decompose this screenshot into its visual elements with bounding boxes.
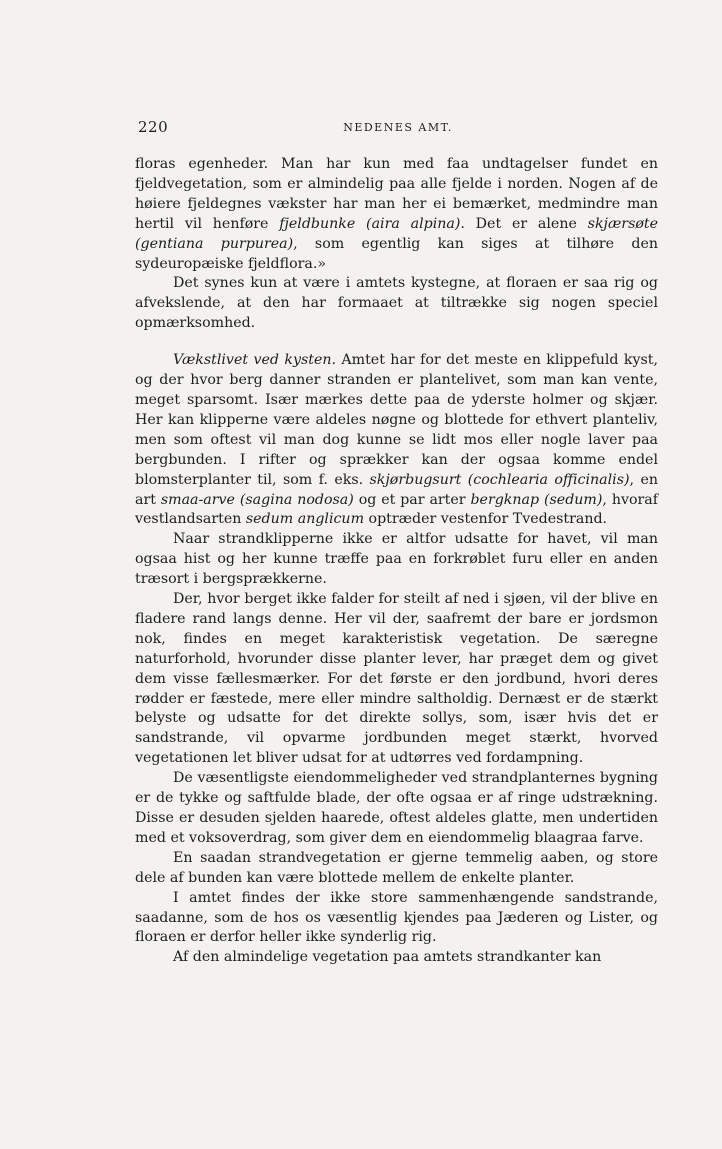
text-run: og et par arter	[353, 491, 471, 508]
text-run: , hvoraf vestlandsarten	[135, 491, 658, 528]
italic-term: skjærsøte (gentiana purpurea)	[135, 215, 658, 252]
italic-term: sedum anglicum	[245, 511, 365, 528]
italic-term: bergknap (sedum)	[470, 491, 603, 508]
text-run: , som egentlig kan siges at tilhøre den sydeuropæiske fjeldflora.»	[135, 235, 658, 272]
text-run: De væsentligste eiendommeligheder ved strandplanternes bygning er de tykke og saftfulde blade, der ofte ogsaa er af ringe udstrækning. Disse er desuden sjelden haarede, oftest aldeles glatte, men undertiden med et voksoverdrag, som giver dem en eiendommelig blaagraa farve.	[135, 770, 658, 846]
italic-term: skjørbugsurt (cochlearia officinalis)	[369, 471, 630, 488]
italic-term: Vækstlivet ved kysten.	[173, 352, 336, 369]
text-run: I amtet findes der ikke store sammenhængende sandstrande, saadanne, som de hos os væsentlig kjendes paa Jæderen og Lister, og floraen er derfor heller ikke synderlig rig.	[135, 889, 658, 946]
paragraph	[135, 849, 658, 889]
text-run: optræder vestenfor Tvedestrand.	[364, 511, 608, 528]
italic-term: smaa-arve (sagina nodosa)	[160, 491, 354, 508]
page-header	[138, 118, 658, 138]
page-number: 220	[138, 118, 169, 136]
paragraph	[135, 530, 658, 590]
paragraph	[135, 769, 658, 849]
italic-term: fjeldbunke (aira alpina)	[279, 215, 461, 232]
text-run: floras egenheder. Man har kun med faa undtagelser fundet en fjeldvegetation, som er almindelig paa alle fjelde i norden. Nogen af de høiere fjeldegnes vækster har man her ei bemærket, medmindre man hertil vil henføre	[135, 156, 658, 232]
running-title: NEDENES AMT.	[343, 121, 453, 134]
text-run: En saadan strandvegetation er gjerne temmelig aaben, og store dele af bunden kan være blottede mellem de enkelte planter.	[135, 849, 658, 886]
text-run: . Det er alene	[460, 215, 588, 232]
text-run: , en art	[135, 471, 659, 508]
text-run: Naar strandklipperne ikke er altfor udsatte for havet, vil man ogsaa hist og her kunne træffe paa en forkrøblet furu eller en anden træsort i bergsprækkerne.	[135, 531, 658, 588]
paragraph	[135, 590, 658, 769]
paragraph	[135, 889, 658, 949]
paragraph	[135, 351, 658, 530]
text-run: Af den almindelige vegetation paa amtets strandkanter kan	[173, 949, 602, 966]
text-run: Amtet har for det meste en klippefuld kyst, og der hvor berg danner stranden er plantelivet, som man kan vente, meget sparsomt. Især mærkes dette paa de yderste holmer og skjær. Her kan klipperne være aldeles nøgne og blottede for ethvert planteliv, men som oftest vil man dog kunne se lidt mos eller nogle laver paa bergbunden. I rifter og sprækker kan der ogsaa komme endel blomsterplanter til, som f. eks.	[135, 352, 658, 488]
paragraph	[135, 274, 658, 334]
body-text	[135, 155, 658, 968]
paragraph	[135, 948, 658, 968]
text-run: Det synes kun at være i amtets kystegne, at floraen er saa rig og afvekslende, at den har formaaet at tiltrække sig nogen speciel opmærksomhed.	[135, 275, 658, 332]
paragraph	[135, 155, 658, 274]
text-run: Der, hvor berget ikke falder for steilt af ned i sjøen, vil der blive en fladere rand langs denne. Her vil der, saafremt der bare er jordsmon nok, findes en meget karakteristisk vegetation. De særegne naturforhold, hvorunder disse planter lever, har præget dem og givet dem visse fællesmærker. For det første er den jordbund, hvori deres rødder er fæstede, mere eller mindre saltholdig. Dernæst er de stærkt belyste og udsatte for det direkte sollys, som, især hvis det er sandstrande, vil opvarme jordbunden meget stærkt, hvorved vegetationen let bliver udsat for at udtørres ved fordampning.	[135, 591, 658, 767]
